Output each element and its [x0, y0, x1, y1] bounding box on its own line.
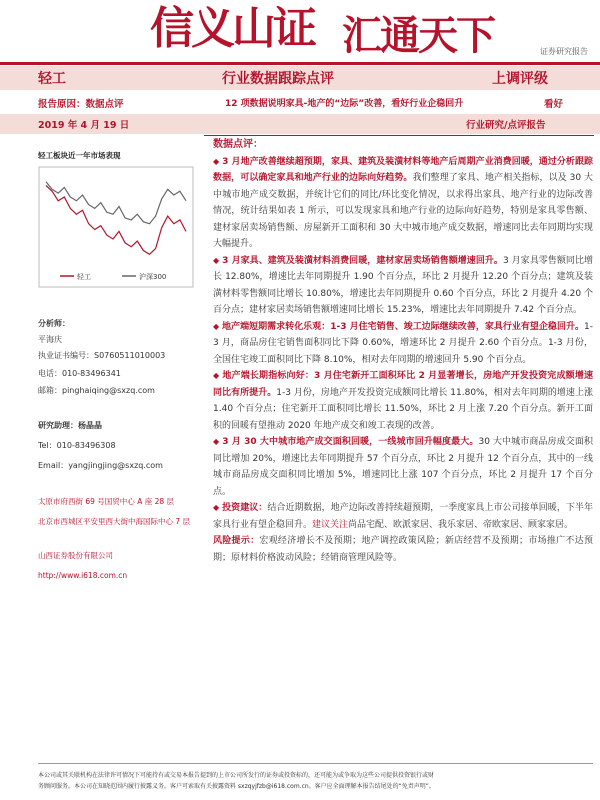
- edition-label: 证券研究报告: [540, 47, 588, 56]
- paragraph-5: [213, 434, 593, 500]
- footer-rule: [38, 763, 593, 764]
- series-line-0: [46, 186, 186, 255]
- masthead-banner: [0, 0, 600, 62]
- body-divider: [204, 135, 594, 136]
- disclaimer-footer: [38, 770, 593, 792]
- company-website[interactable]: http://www.i618.com.cn: [38, 571, 128, 580]
- risk-paragraph: [213, 533, 593, 566]
- masthead-slogan-left: 信义山证: [150, 3, 314, 54]
- recommended-stocks: 尚品宅配、欧派家居、我乐家居、帝欧家居、顾家家居。: [348, 519, 574, 530]
- recommend-label: 建议关注: [312, 519, 349, 530]
- header-rule: [0, 62, 600, 65]
- report-date: 2019 年 4 月 19 日: [38, 120, 130, 131]
- investment-advice-heading: 投资建议：: [222, 503, 268, 513]
- license-number: 执业证书编号：S0760511010003: [38, 351, 166, 360]
- paragraph-1-lead: 3 月地产改善继续超预期，家具、建筑及装潢材料等地产后周期产业消费回暖，通过分析跟踪数据，可以确定家具和地产行业的边际向好趋势。: [213, 156, 593, 183]
- paragraph-4: [213, 368, 593, 434]
- performance-chart: [38, 166, 194, 288]
- report-kind: 行业数据跟踪点评: [222, 71, 334, 87]
- sector-title: 轻工: [38, 71, 66, 87]
- rating-value: 看好: [544, 99, 564, 110]
- footer-line-2: 务顾问服务。本公司在知晓范围内履行披露义务。客户可索取有关披露资料 sxzqyjfzb@i618.com.cn。客户应全面理解本报告结尾处的“免责声明”。: [38, 783, 435, 790]
- paragraph-5-text: 30 大中城市商品房成交面积同比增加 20%，增速比去年同期提升 57 个百分点，环比 2 月提升 12 个百分点，其中的一线城市商品房成交面积同比增加 5%，增速同比上涨 107 个百分点，环比 2 月提升 17 个百分点。: [213, 437, 593, 497]
- legend-label-1: 沪深300: [139, 273, 167, 281]
- legend-label-0: 轻工: [77, 273, 91, 281]
- analyst-name: 平海庆: [38, 335, 62, 344]
- section-heading: 数据点评：: [213, 139, 263, 150]
- paragraph-3: [213, 319, 593, 369]
- paragraph-2-text: 3 月家具零售额同比增长 12.80%，增速比去年同期提升 1.90 个百分点，环比 2 月提升 12.20 个百分点；建筑及装潢材料零售额同比增长 10.80%，增速比去年同期提升 0.60 个百分点，环比 2 月提升 4.20 个百分点；建材家居卖场销售额增速同比增长 15.23%，增速比去年同期提升 7.42 个百分点。: [213, 255, 593, 315]
- address-beijing: 北京市西城区平安里西大街中海国际中心 7 层: [38, 517, 191, 526]
- report-body: [213, 137, 593, 566]
- rating-change: 上调评级: [492, 71, 548, 87]
- footer-line-1: 本公司或其关联机构在法律许可情况下可能持有或交易本报告提到的上市公司所发行的证券或投资标的，还可能为或争取为这些公司提供投资银行或财: [38, 772, 435, 779]
- diamond-bullet-icon: ◆: [213, 503, 220, 512]
- report-reason: 报告原因：数据点评: [38, 99, 124, 110]
- paragraph-4-lead: 地产端长期指标向好：3 月住宅新开工面积环比 2 月显著增长，房地产开发投资完成额增速同比有所提升。: [213, 371, 593, 398]
- company-name: 山西证券股份有限公司: [38, 551, 113, 560]
- paragraph-1-text: 我们整理了家具、地产相关指标，以及 30 大中城市地产成交数据，并统计它们的同比/环比变化情况，以求得出家具、地产行业的边际改善情况，统计结果如表 1 所示，可以发现家具和地产行业的边际向好趋势，特别是家具零售额、建材家居卖场销售额、房屋新开工面积和 30 大中城市地产成交数据，增速同比去年同期均实现大幅提升。: [213, 173, 593, 249]
- report-type: 行业研究/点评报告: [466, 120, 546, 131]
- paragraph-4-text: 1-3 月份，房地产开发投资完成额同比增长 11.80%，相对去年同期的增速上涨 1.40 个百分点；住宅新开工面积同比增长 11.50%，环比 2 月上涨 7.20 个百分点。新开工面积的回暖有望推动 2020 年地产成交和竣工表现的改善。: [213, 387, 593, 431]
- masthead-slogan-right: 汇通天下: [342, 12, 494, 59]
- paragraph-6: [213, 500, 593, 533]
- paragraph-1: [213, 154, 593, 253]
- paragraph-2-lead: 3 月家具、建筑及装潢材料消费回暖，建材家居卖场销售额增速回升。: [222, 255, 503, 266]
- assistant-phone: Tel：010-83496308: [38, 441, 116, 450]
- risk-text: 宏观经济增长不及预期；地产调控政策风险；新店经营不及预期；市场推广不达预期；原材料价格波动风险；经销商管理风险等。: [213, 536, 593, 563]
- diamond-bullet-icon: ◆: [213, 255, 220, 265]
- paragraph-3-lead: 地产端短期需求转化乐观：1-3 月住宅销售、竣工边际继续改善，家具行业有望企稳回升。: [222, 321, 584, 332]
- analyst-phone: 电话：010-83496341: [38, 369, 121, 378]
- paragraph-5-lead: 3 月 30 大中城市地产成交面积回暖，一线城市回升幅度最大。: [222, 437, 479, 447]
- risk-heading: 风险提示：: [213, 536, 260, 546]
- research-assistant: 研究助理：杨晶晶: [38, 421, 102, 430]
- diamond-bullet-icon: ◆: [213, 321, 220, 331]
- diamond-bullet-icon: ◆: [213, 156, 220, 166]
- chart-frame: [39, 167, 193, 287]
- address-taiyuan: 太原市府西街 69 号国贸中心 A 座 28 层: [38, 497, 175, 506]
- analyst-email[interactable]: 邮箱：pinghaiqing@sxzq.com: [38, 386, 155, 395]
- report-headline: 12 项数据说明家具-地产的“边际”改善，看好行业企稳回升: [225, 99, 464, 109]
- investment-advice-text: 结合近期数据，地产边际改善持续超预期，一季度家具上市公司接单回暖，下半年家具行业有望企稳回升。: [213, 503, 593, 530]
- chart-title: 轻工板块近一年市场表现: [38, 151, 121, 160]
- diamond-bullet-icon: ◆: [213, 371, 220, 380]
- assistant-email[interactable]: Email：yangjingjing@sxzq.com: [38, 461, 163, 470]
- analyst-heading: 分析师：: [38, 319, 70, 328]
- diamond-bullet-icon: ◆: [213, 437, 220, 446]
- paragraph-3-text: 1-3 月，商品房住宅销售面积同比下降 0.60%，增速环比 2 月提升 2.60 个百分点。1-3 月份，全国住宅竣工面积同比下降 8.10%，相对去年同期的增速回升 5.90 个百分点。: [213, 321, 593, 365]
- paragraph-2: [213, 253, 593, 319]
